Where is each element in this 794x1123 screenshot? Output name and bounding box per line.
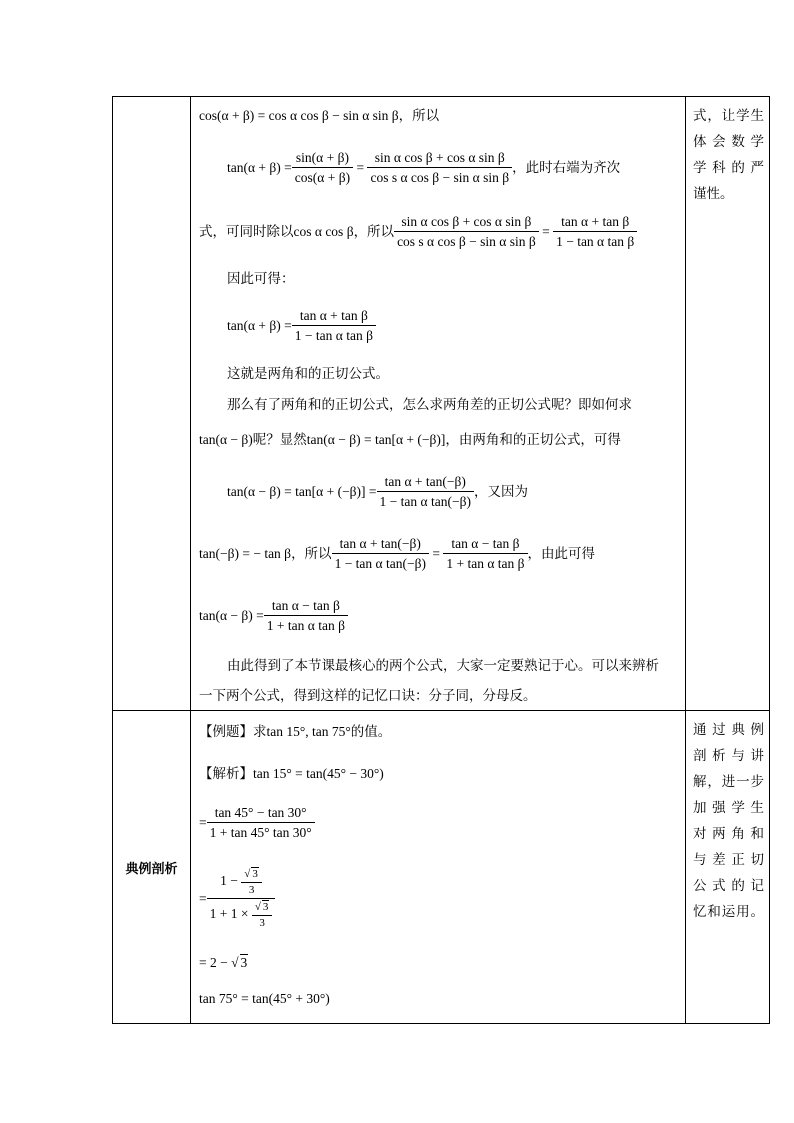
formula: tan(α − β) = — [199, 607, 264, 623]
fraction: $\frac{\text{tan α + tan β}}{\text{1 − tan α tan β}}$ — [553, 213, 637, 250]
text: 式，可同时除以 — [199, 223, 294, 240]
text: ，又因为 — [473, 483, 528, 500]
note-cell — [686, 97, 770, 711]
fraction: $\frac{\text{tan α − tan β}}{\text{1 + tan α tan β}}$ — [443, 535, 527, 572]
solution-tag: 【解析】 — [199, 766, 253, 782]
example-tag: 【例题】 — [199, 724, 253, 740]
formula: tan(α − β) — [199, 432, 253, 447]
note-text: 式，让学生 体会数学 学科的严 谨性。 — [693, 108, 764, 202]
formula: cos(α + β) = cos α cos β − sin α sin β — [199, 108, 399, 123]
fraction: $\frac{√ 3}{3}$ — [252, 900, 273, 930]
text: ，所以 — [398, 108, 440, 124]
section-label-cell: 典例剖析 — [113, 711, 191, 1024]
fraction: $\frac{\tan 45^\circ - \tan 30^\circ}{1 + \tan 45^\circ \tan 30^\circ}$ — [207, 804, 315, 841]
fraction: $\frac{\text{tan α − tan β}}{\text{1 + tan α tan β}}$ — [264, 597, 348, 634]
lesson-table — [112, 96, 770, 1024]
fraction: $\frac{√ 3}{3}$ — [241, 867, 262, 897]
fraction: $\frac{\text{sin α cos β + cos α sin β}}{\text{cos s α cos β − sin α sin β}}$ — [367, 149, 512, 186]
formula-line: = $\frac{\tan 45^\circ - \tan 30^\circ}{1 + \tan 45^\circ \tan 30^\circ}$ — [199, 804, 315, 841]
formula: tan(α − β) = tan[α + (−β)] — [306, 432, 446, 447]
paragraph: 这就是两角和的正切公式。 — [227, 366, 389, 382]
paragraph: 那么有了两角和的正切公式，怎么求两角差的正切公式呢？即如何求 — [227, 397, 632, 413]
text: ，由此可得 — [527, 545, 596, 562]
formula-line — [199, 597, 348, 634]
section-label-cell — [113, 97, 191, 711]
note-text: 通过典例 剖析与讲 解，进一步 加强学生 对两角和 与差正切 公式的记 忆和运用。 — [693, 722, 764, 920]
formula: tan(α − β) = tan[α + (−β)] = — [227, 483, 377, 499]
fraction: $\frac{\text{sin α cos β + cos α sin β}}{\text{cos s α cos β − sin α sin β}}$ — [394, 213, 539, 250]
formula: cos α cos β — [293, 223, 354, 239]
paragraph: 由此得到了本节课最核心的两个公式，大家一定要熟记于心。可以来辨析 — [227, 658, 659, 674]
text: ，此时右端为齐次 — [512, 159, 621, 176]
example-line: 【例题】求tan 15°, tan 75°的值。 — [199, 724, 392, 740]
content-cell — [191, 711, 686, 1024]
paragraph: 一下两个公式，得到这样的记忆口诀：分子同，分母反。 — [199, 688, 537, 704]
text: ，所以 — [353, 223, 395, 240]
formula-line: = 2 − √ 3 — [199, 955, 248, 970]
solution-line — [199, 766, 384, 783]
formula-line: 式，可同时除以 cos α cos β ，所以 $\frac{\text{sin α cos β + cos α sin β}}{\text{cos s α cos β − sin α sin β}}$ = $\frac{\text{tan α + tan β}}{\text{1 − tan α tan β}}$ — [199, 213, 637, 250]
text: ，所以 — [291, 545, 332, 562]
formula-line — [199, 432, 621, 449]
fraction: $\frac{\sin(\alpha + \beta)}{\cos(\alpha + \beta)}$ — [292, 149, 353, 186]
fraction: $\frac{\text{tan α + tan(−β)}}{\text{1 − tan α tan(−β)}}$ — [332, 535, 429, 572]
formula-line — [199, 108, 439, 125]
formula-line: tan(α + β) = $\frac{\sin(\alpha + \beta)}{\cos(\alpha + \beta)}$ = $\frac{\text{sin α cos β + cos α sin β}}{\text{cos s α cos β − sin α sin β}}$ ，此时右端为齐次 — [227, 150, 621, 185]
formula-line: tan 75° = tan(45° + 30°) — [199, 991, 330, 1006]
table-row — [113, 97, 770, 711]
table-row — [113, 711, 770, 1024]
paragraph: 因此可得： — [227, 271, 295, 287]
formula: tan 15° = tan(45° − 30°) — [253, 766, 384, 781]
text: 呢？显然 — [252, 432, 307, 448]
formula-line — [227, 473, 528, 510]
fraction: $\frac{\text{tan α + tan β}}{\text{1 − tan α tan β}}$ — [292, 307, 376, 344]
complex-fraction: 1 − $\frac{√ 3}{3}$ 1 + 1 × $\frac{√ 3}{3}$ — [207, 867, 276, 930]
note-cell — [686, 711, 770, 1024]
formula: tan(α + β) = — [227, 159, 292, 175]
formula-line — [227, 307, 376, 344]
content-cell — [191, 97, 686, 711]
formula: tan(α + β) = — [227, 317, 292, 333]
formula-line: tan(−β) = − tan β ，所以 $\frac{\text{tan α + tan(−β)}}{\text{1 − tan α tan(−β)}}$ = $\frac{\text{tan α − tan β}}{\text{1 + tan α tan β}}$ ，由此可得 — [199, 536, 596, 571]
formula: tan(−β) = − tan β — [199, 545, 292, 561]
formula-line: = 1 − $\frac{√ 3}{3}$ 1 + 1 × $\frac{√ 3}{3}$ — [199, 867, 275, 930]
fraction: $\frac{\text{tan α + tan(−β)}}{\text{1 − tan α tan(−β)}}$ — [377, 473, 474, 510]
text: ，由两角和的正切公式，可得 — [445, 432, 621, 448]
formula: tan 15°, tan 75° — [266, 724, 351, 739]
